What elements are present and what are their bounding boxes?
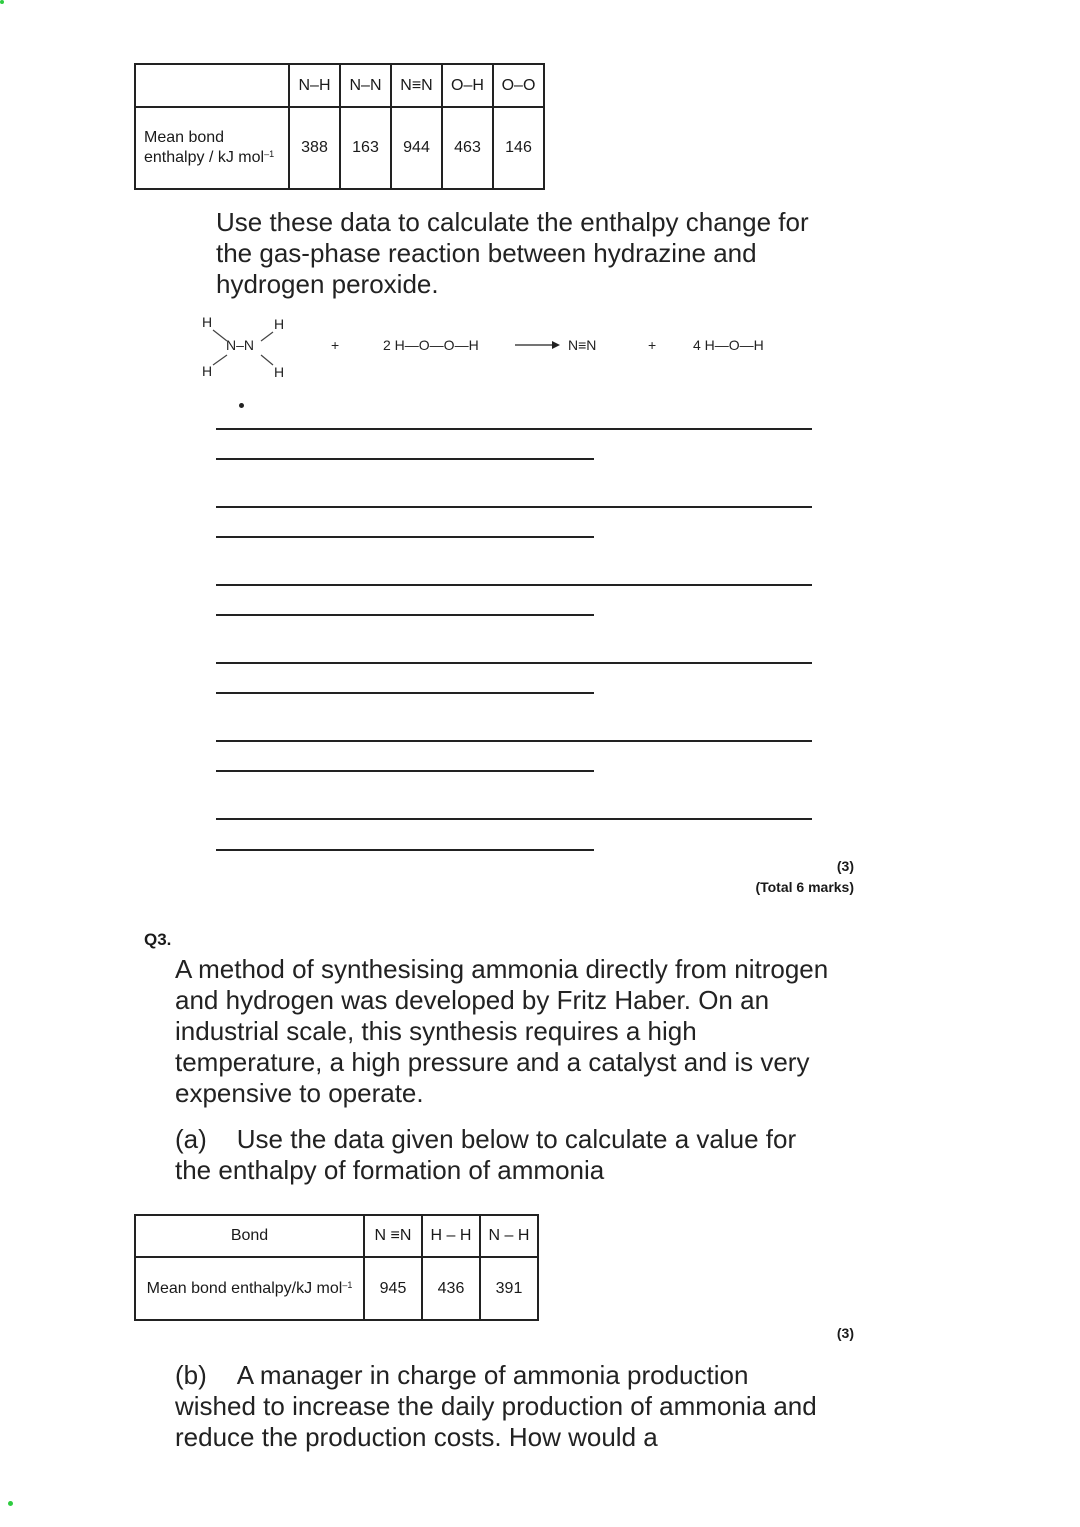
bond-value: 163 (340, 107, 391, 189)
bond-enthalpy-table-2 (134, 1214, 539, 1321)
bond-value: 944 (391, 107, 442, 189)
marks-indicator: (3) (836, 1325, 854, 1341)
row-label: Mean bond enthalpy / kJ mol$^{-1}$ (135, 107, 289, 189)
bond-value: 436 (422, 1257, 480, 1320)
bond-value: 391 (480, 1257, 538, 1320)
answer-line (216, 662, 812, 664)
hydrazine-atom: N–N (226, 337, 255, 353)
answer-line (216, 584, 812, 586)
row-label: Mean bond enthalpy/kJ mol$^{-1}$ (135, 1257, 364, 1320)
answer-line (216, 770, 594, 772)
bond-header: N – H (480, 1215, 538, 1257)
bond-header: O–H (442, 64, 493, 107)
plus-sign: + (331, 337, 340, 353)
question-text: Use these data to calculate the enthalpy change for the gas-phase reaction between hydrazine and hydrogen peroxide. (216, 207, 809, 299)
answer-line (216, 692, 594, 694)
answer-line (216, 536, 594, 538)
part-a (175, 1124, 835, 1186)
bond-header: O–O (493, 64, 544, 107)
part-label: (a) (175, 1124, 207, 1154)
answer-line (216, 458, 594, 460)
bond-value: 388 (289, 107, 340, 189)
hydrazine-atom: H (202, 314, 213, 330)
nitrogen-molecule: N≡N (568, 337, 597, 353)
bond-header: N ≡N (364, 1215, 422, 1257)
part-a-text: Use the data given below to calculate a value for the enthalpy of formation of ammonia (175, 1124, 797, 1185)
reaction-equation (190, 310, 810, 385)
table-corner-cell (135, 64, 289, 107)
green-dot (0, 0, 4, 4)
bond-header: N–N (340, 64, 391, 107)
bond-header-label: Bond (135, 1215, 364, 1257)
water-molecules: 4 H—O—H (693, 337, 764, 353)
reaction-arrow (515, 341, 560, 349)
hydrazine-atom: H (274, 364, 285, 380)
question-text: A method of synthesising ammonia directly from nitrogen and hydrogen was developed by Fritz Haber. On an industrial scale, this synthesis requires a high temperature, a high pressure and a catalyst and is very expensive to operate. (175, 954, 829, 1108)
bond-header: H – H (422, 1215, 480, 1257)
marks-indicator: (3) (836, 858, 854, 874)
part-b-text: A manager in charge of ammonia production wished to increase the daily production of ammonia and reduce the production costs. How would a (175, 1360, 817, 1452)
bond-value: 463 (442, 107, 493, 189)
bond-enthalpy-table-1 (134, 63, 545, 190)
hydrazine-atom: H (274, 316, 285, 332)
answer-line (216, 740, 812, 742)
bond-header: N–H (289, 64, 340, 107)
bond-header: N≡N (391, 64, 442, 107)
bond-value: 146 (493, 107, 544, 189)
answer-line (216, 849, 594, 851)
stray-dot (239, 403, 244, 408)
part-b (175, 1360, 835, 1453)
total-marks: (Total 6 marks) (755, 879, 854, 895)
part-label: (b) (175, 1360, 207, 1390)
answer-line (216, 506, 812, 508)
green-dot (8, 1501, 13, 1506)
bond-value: 945 (364, 1257, 422, 1320)
hydrogen-peroxide: 2 H—O—O—H (383, 337, 479, 353)
answer-line (216, 428, 812, 430)
answer-line (216, 818, 812, 820)
question-number: Q3. (144, 930, 172, 949)
answer-line (216, 614, 594, 616)
hydrazine-atom: H (202, 363, 213, 379)
plus-sign: + (648, 337, 657, 353)
